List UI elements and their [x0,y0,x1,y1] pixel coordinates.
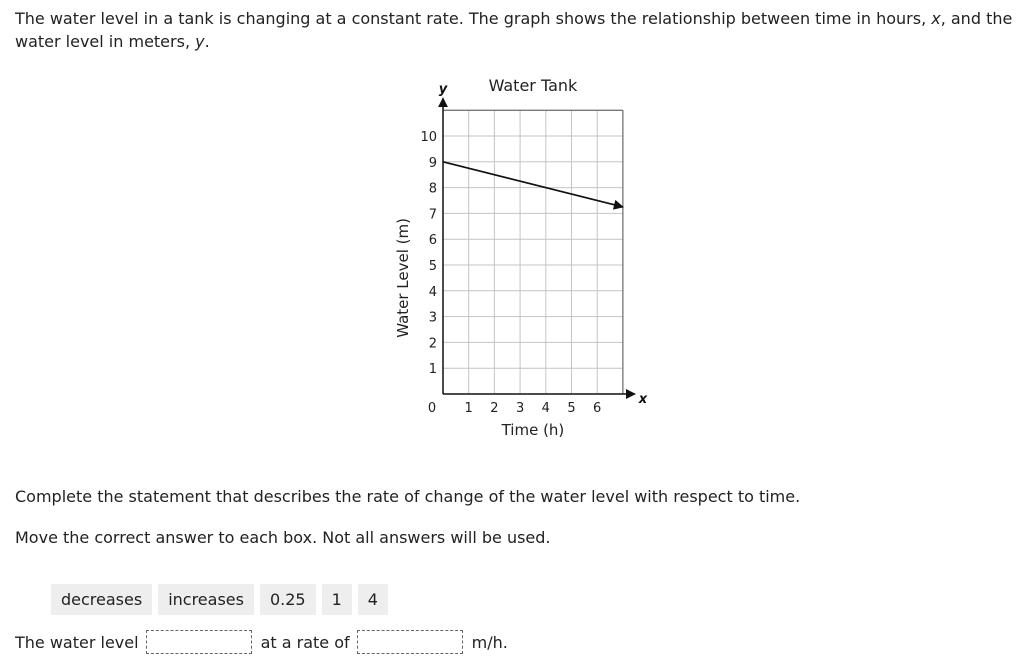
x-tick-label: 6 [593,401,602,416]
y-tick-label: 6 [428,233,437,249]
statement-part3: m/h. [471,632,508,652]
y-tick-label: 2 [428,336,437,352]
y-tick-label: 8 [428,181,437,197]
y-tick-label: 4 [428,284,437,300]
answer-bank [51,584,388,615]
answer-tile-4[interactable]: 4 [358,584,388,615]
statement-row [15,630,508,654]
statement-part2: at a rate of [260,632,350,652]
prompt-part3: . [204,32,210,51]
x-tick-label: 2 [490,401,499,416]
y-axis-variable: y [438,82,448,98]
answer-tile-1[interactable]: 1 [322,584,352,615]
y-tick-label: 9 [428,155,437,171]
y-tick-label: 1 [428,362,437,378]
prompt-var-x: x [931,9,941,28]
question-direction: Move the correct answer to each box. Not all answers will be used. [15,528,551,547]
prompt-part1: The water level in a tank is changing at a constant rate. The graph shows the relationship between time in hours, [15,9,932,28]
y-tick-label: 3 [428,310,437,326]
y-tick-label: 10 [420,130,437,145]
x-axis-variable: x [638,392,648,407]
x-tick-label: 3 [515,401,525,416]
x-tick-label: 4 [541,401,550,416]
y-tick-label: 7 [428,207,437,223]
x-axis-label: Time (h) [501,421,565,439]
y-tick-label: 5 [428,259,437,274]
statement-part1: The water level [15,632,139,652]
answer-tile-0-25[interactable]: 0.25 [260,584,316,615]
x-tick-label: 1 [464,401,473,416]
origin-label: 0 [427,401,437,416]
series-line-0 [443,162,623,207]
question-instruction: Complete the statement that describes the rate of change of the water level with respect to time. [15,487,801,506]
y-axis-label: Water Level (m) [394,218,412,338]
answer-tile-decreases[interactable]: decreases [51,584,152,615]
prompt-part2: , and the water level in meters, [15,9,1013,51]
drop-box-rate[interactable] [357,630,463,654]
prompt-var-y: y [195,32,205,51]
chart-title: Water Tank [488,76,578,95]
drop-box-direction[interactable] [146,630,252,654]
x-tick-label: 5 [567,401,576,416]
answer-tile-increases[interactable]: increases [158,584,254,615]
